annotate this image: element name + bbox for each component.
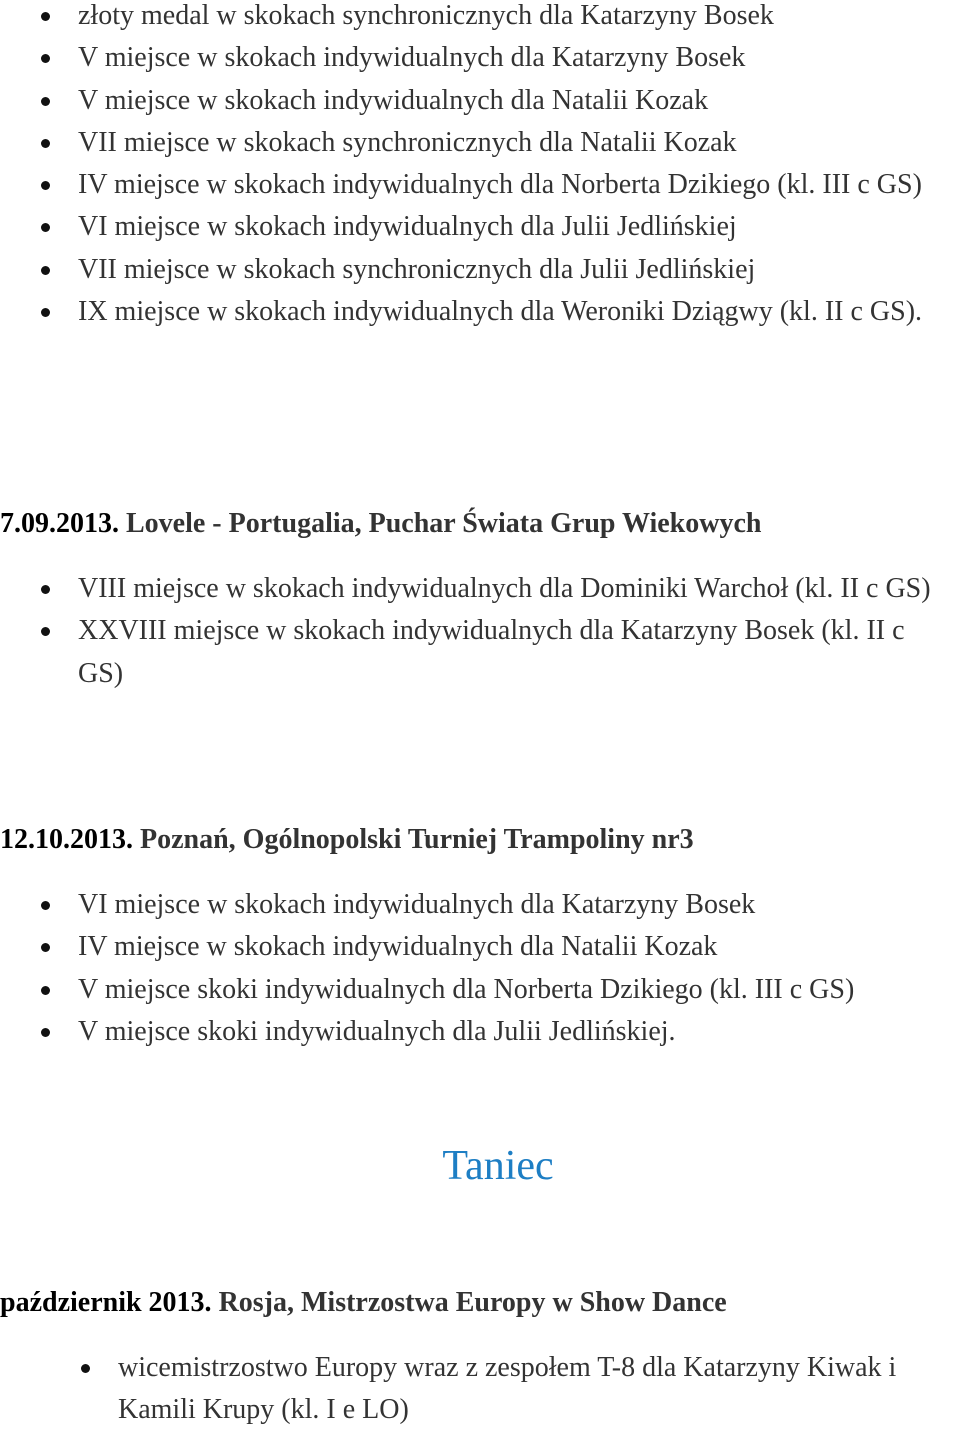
list-item (0, 80, 938, 122)
bullet-icon (41, 139, 50, 148)
event-title: Rosja, Mistrzostwa Europy w Show Dance (211, 1287, 727, 1318)
list-item-text: XXVIII miejsce w skokach indywidualnych dla Katarzyny Bosek (kl. II c GS) (78, 615, 905, 689)
list-item-text: VI miejsce w skokach indywidualnych dla Katarzyny Bosek (78, 889, 756, 920)
list-item (0, 1011, 938, 1053)
list-item (0, 164, 938, 206)
list-item (40, 1347, 958, 1432)
list-item-text: V miejsce w skokach indywidualnych dla Katarzyny Bosek (78, 42, 746, 74)
results-list-2 (0, 568, 938, 695)
list-item (0, 122, 938, 164)
event-date: 12.10.2013. (0, 824, 133, 855)
list-item-text: IX miejsce w skokach indywidualnych dla Weroniki Dziągwy (kl. II c GS). (78, 296, 923, 328)
list-item (0, 249, 938, 291)
list-item (0, 37, 938, 79)
list-item (0, 610, 938, 695)
bullet-icon (41, 266, 50, 275)
bullet-icon (41, 12, 50, 21)
bullet-icon (41, 943, 50, 952)
list-item (0, 926, 938, 968)
list-item (0, 0, 938, 37)
list-item-text: VII miejsce w skokach synchronicznych dla Julii Jedlińskiej (78, 253, 756, 285)
bullet-icon (41, 1028, 50, 1037)
event-date: 7.09.2013. (0, 508, 119, 539)
event-heading-poznan (0, 823, 694, 857)
list-item-text: VIII miejsce w skokach indywidualnych dla Dominiki Warchoł (kl. II c GS) (78, 573, 931, 604)
list-item-text: wicemistrzostwo Europy wraz z zespołem T-8 dla Katarzyny Kiwak i Kamili Krupy (kl. I e LO) (118, 1352, 897, 1426)
results-list-1 (0, 0, 938, 333)
list-item-text: V miejsce skoki indywidualnych dla Julii Jedlińskiej. (78, 1015, 676, 1047)
bullet-icon (41, 54, 50, 63)
bullet-icon (41, 627, 50, 636)
bullet-icon (41, 901, 50, 910)
results-list-3 (0, 884, 938, 1053)
section-title-taniec: Taniec (442, 1143, 554, 1189)
bullet-icon (41, 308, 50, 317)
bullet-icon (41, 181, 50, 190)
list-item (0, 969, 938, 1011)
list-item-text: V miejsce w skokach indywidualnych dla Natalii Kozak (78, 84, 709, 116)
list-item-text: VI miejsce w skokach indywidualnych dla Julii Jedlińskiej (78, 211, 737, 243)
bullet-icon (81, 1364, 90, 1373)
list-item-text: VII miejsce w skokach synchronicznych dla Natalii Kozak (78, 126, 737, 158)
event-heading-lovele (0, 507, 761, 541)
list-item (0, 206, 938, 248)
list-item-text: IV miejsce w skokach indywidualnych dla Natalii Kozak (78, 931, 718, 963)
list-item (0, 568, 938, 610)
results-list-4 (40, 1347, 958, 1432)
bullet-icon (41, 97, 50, 106)
bullet-icon (41, 223, 50, 232)
event-title: Poznań, Ogólnopolski Turniej Trampoliny nr3 (133, 824, 694, 855)
list-item (0, 884, 938, 926)
bullet-icon (41, 585, 50, 594)
event-title: Lovele - Portugalia, Puchar Świata Grup Wiekowych (119, 508, 762, 539)
bullet-icon (41, 986, 50, 995)
list-item-text: V miejsce skoki indywidualnych dla Norberta Dzikiego (kl. III c GS) (78, 973, 855, 1005)
list-item-text: IV miejsce w skokach indywidualnych dla Norberta Dzikiego (kl. III c GS) (78, 169, 922, 201)
list-item (0, 291, 938, 333)
event-heading-rosja (0, 1286, 727, 1320)
event-date: październik 2013. (0, 1287, 212, 1318)
list-item-text: złoty medal w skokach synchronicznych dla Katarzyny Bosek (78, 0, 774, 31)
